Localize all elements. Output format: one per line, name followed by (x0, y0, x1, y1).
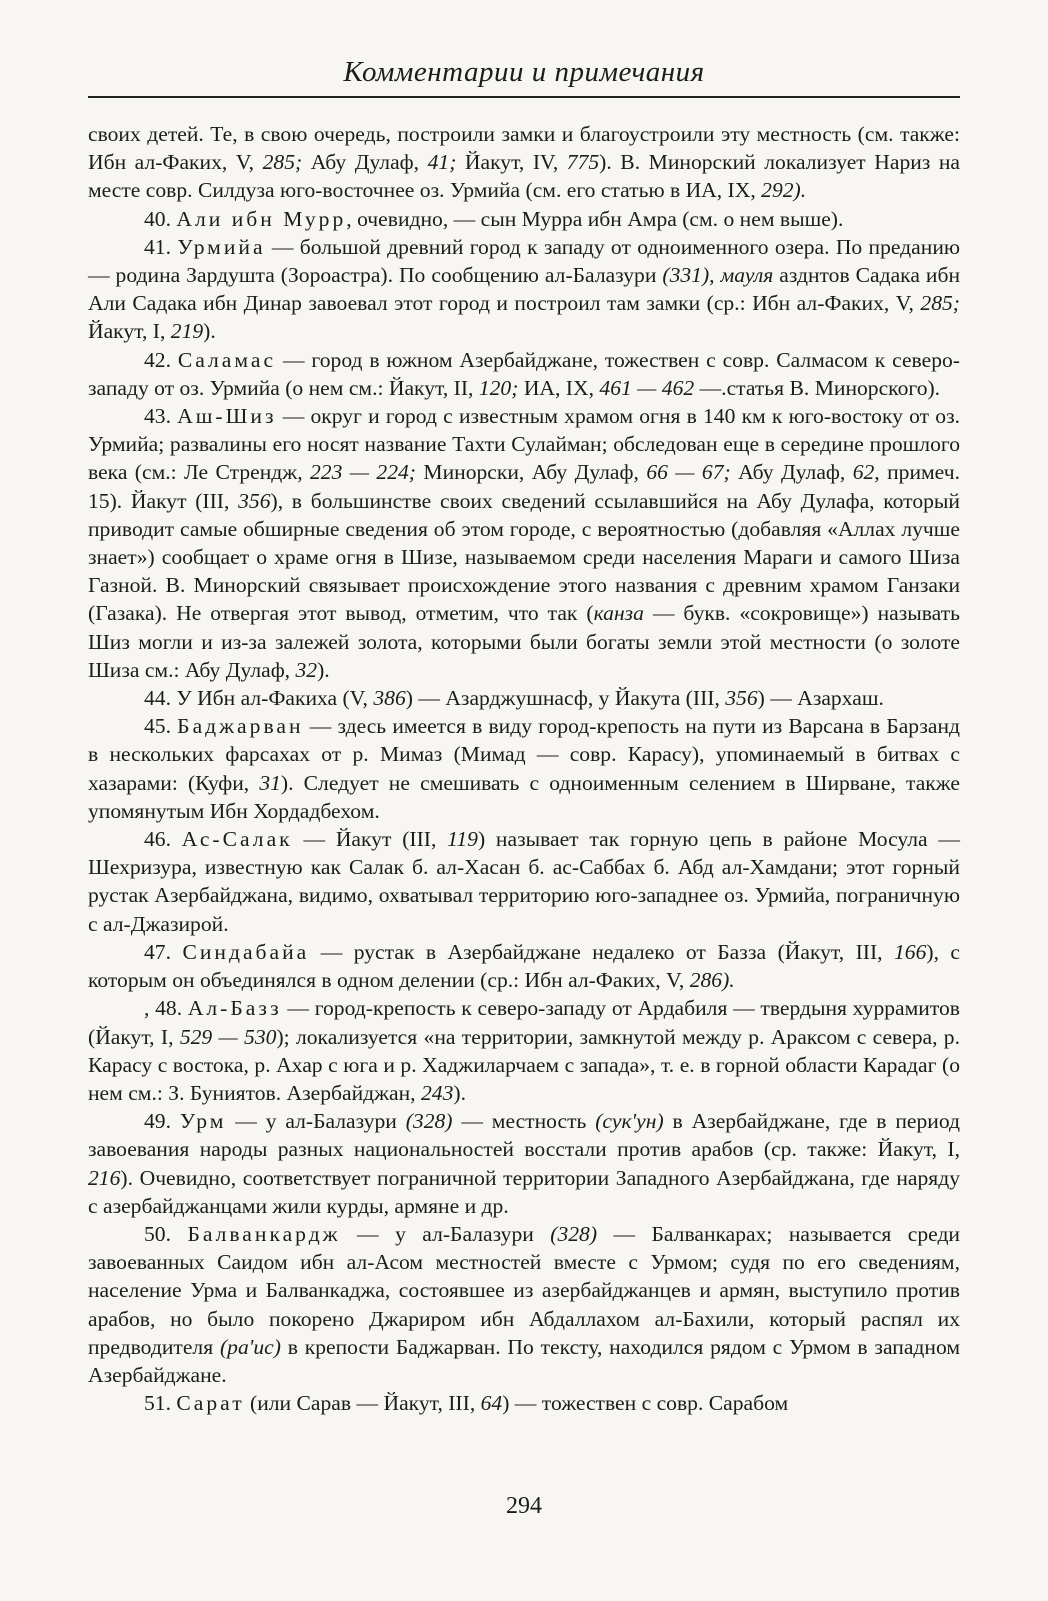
note-paragraph (88, 994, 960, 1107)
note-paragraph (88, 402, 960, 684)
note-paragraph (88, 1220, 960, 1389)
note-text: ИА, IX, (518, 375, 600, 400)
italic-ref: 219 (170, 319, 204, 344)
note-term: Ал-Базз (187, 996, 282, 1021)
italic-ref: 775 (566, 150, 600, 175)
italic-ref: 62, (852, 460, 880, 485)
note-text: 43. (144, 404, 178, 429)
note-term: Синдабайа (182, 939, 310, 964)
italic-ref: (328) (405, 1109, 453, 1134)
note-paragraph (88, 684, 960, 712)
italic-ref: 243 (420, 1080, 454, 1105)
note-text: — город в южном Азербайджане, тожествен с совр. Салмасом к северо-западу от оз. Урмийа (о нем см.: Йакут, II, (88, 347, 960, 400)
note-term: Урмийа (177, 234, 266, 259)
note-text: в Азербайджане, где в период завоевания народы разных национальностей восстали против арабов (ср. также: Йакут, I, (88, 1109, 960, 1162)
italic-ref: 461 — 462 (599, 375, 695, 400)
note-term: Саламас (177, 347, 277, 372)
italic-ref: 386 (373, 686, 406, 711)
note-text: 40. (144, 206, 177, 231)
note-text: примеч. 15). Йакут (III, (88, 460, 960, 513)
note-text: ). (203, 319, 216, 344)
italic-ref: (ра'ис) (219, 1334, 281, 1359)
italic-ref: 356 (238, 488, 271, 513)
note-text: Йакут, IV, (456, 150, 567, 175)
note-text: —.статья В. Минорского). (694, 375, 941, 400)
note-text: ). (317, 657, 330, 682)
note-term: Урм (179, 1109, 227, 1134)
note-text: ), с которым он объединялся в одном делении (ср.: Ибн ал-Факих, V, (88, 939, 961, 993)
italic-ref: канза (593, 601, 644, 626)
note-text: 49. (144, 1109, 180, 1134)
note-term: Балванкардж (187, 1221, 341, 1246)
note-paragraph (88, 120, 960, 205)
note-text: — у ал-Балазури (340, 1221, 551, 1246)
note-text: — букв. «сокровище») называть Шиз могли и из-за залежей золота, которыми были богаты земли этой местности (о золоте Шиза см.: Абу Дулаф, (88, 601, 960, 682)
italic-ref: 223 — 224; (310, 460, 416, 485)
note-text: — здесь имеется в виду город-крепость на пути из Варсана в Барзанд в нескольких фарсахах от р. Мимаз (Мимад — совр. Карасу), упоминаемый в битвах с хазарами: (Куфи, (88, 714, 960, 795)
note-text: — большой древний город к западу от одноименного озера. По преданию — родина Зардушта (Зороастра). По сообщению ал-Балазури (88, 234, 961, 288)
note-text: — Йакут (III, (292, 827, 448, 852)
italic-ref: 285; (262, 150, 303, 175)
italic-ref: 285; (920, 291, 960, 316)
note-paragraph (88, 712, 960, 825)
note-text: 42. (144, 347, 178, 372)
note-text: 41. (144, 234, 178, 259)
note-text: — у ал-Балазури (226, 1109, 406, 1134)
note-text: 46. (144, 827, 182, 852)
note-paragraph (88, 346, 960, 402)
note-text: ). Очевидно, соответствует пограничной территории Западного Азербайджана, где наряду с азербайджанцами жили курды, армяне и др. (88, 1165, 960, 1218)
note-text: 47. (144, 939, 183, 964)
italic-ref: 356 (725, 686, 758, 711)
note-text: — округ и город с известным храмом огня в 140 км к юго-востоку от оз. Урмийа; развалины его носят название Тахти Сулайман; обследован еще в середине прошлого века (см.: Ле Стрендж, (88, 404, 961, 485)
note-text: в крепости Баджарван. По тексту, находился рядом с Урмом в западном Азербайджане. (88, 1334, 960, 1387)
note-text: Йакут, I, (88, 319, 171, 344)
italic-ref: 119 (447, 827, 478, 852)
note-text: — город-крепость к северо-западу от Ардабиля — твердыня хуррамитов (Йакут, I, (88, 996, 960, 1049)
note-text: — Балванкарах; называется среди завоеванных Саидом ибн ал-Асом местностей вместе с Урмом; судя по его сведениям, население Урма и Балванкаджа, состоявшее из азербайджанцев и армян, выступило против арабов, но было покорено Джариром ибн Абдаллахом ал-Бахили, который распял их предводителя (88, 1221, 960, 1359)
note-paragraph (88, 205, 960, 233)
italic-ref: 120; (478, 375, 519, 400)
italic-ref: (328) (550, 1221, 598, 1246)
note-text: , очевидно, — сын Мурра ибн Амра (см. о нем выше). (346, 206, 844, 231)
italic-ref: 41; (427, 150, 457, 175)
note-text: — рустак в Азербайджане недалеко от Базза (Йакут, III, (309, 939, 894, 964)
note-term: Ас-Салак (181, 827, 293, 852)
note-text: ) — Азарджушнасф, у Йакута (III, (405, 686, 726, 711)
note-text: ). (453, 1080, 466, 1105)
italic-ref: 32 (295, 657, 318, 682)
note-text: ), в большинстве своих сведений ссылавшийся на Абу Дулафа, который приводит самые обширные сведения об этом городе, с вероятностью (добавляя «Аллах лучше знает») сообщает о храме огня в Шизе, называемом среди населения Мараги и самого Шиза Газной. В. Минорский связывает происхождение этого названия с древним храмом Ганзаки (Газака). Не отвергая этот вывод, отметим, что так ( (88, 488, 960, 626)
italic-ref: 529 — 530 (179, 1024, 277, 1049)
italic-ref: 64 (480, 1391, 503, 1416)
header-rule (88, 96, 960, 98)
note-text: Абу Дулаф, (302, 150, 428, 175)
note-term: Баджарван (177, 714, 304, 739)
note-paragraph (88, 825, 960, 938)
note-text: — местность (452, 1109, 596, 1134)
note-term: Аш-Шиз (177, 404, 277, 429)
note-text: 44. У Ибн ал-Факиха (V, (144, 686, 374, 711)
page-number: 294 (506, 1493, 542, 1519)
note-text: ). Следует не смешивать с одноименным селением в Ширване, также упомянутым Ибн Хордадбехом. (88, 770, 960, 823)
note-text: ) — тожествен с совр. Сарабом (502, 1391, 789, 1416)
note-text: 51. (144, 1391, 177, 1416)
italic-ref: (сук'ун) (595, 1109, 664, 1134)
italic-ref: (331), мауля (662, 263, 774, 288)
note-text: (или Сарав — Йакут, III, (244, 1391, 481, 1416)
note-text: своих детей. Те, в свою очередь, построили замки и благоустроили эту местность (см. также: Ибн ал-Факих, V, (88, 122, 960, 175)
italic-ref: 66 — 67; (646, 460, 731, 485)
italic-ref: 286). (689, 968, 735, 993)
note-text: Абу Дулаф, (730, 460, 853, 485)
note-text: ); локализуется «на территории, замкнутой между р. Араксом с севера, р. Карасу с востока, р. Ахар с юга и р. Хаджиларчаем с запада», т. е. в горной области Карадаг (о нем см.: З. Буниятов. Азербайджан, (88, 1024, 960, 1105)
note-paragraph (88, 1389, 960, 1417)
italic-ref: 292). (761, 178, 807, 203)
note-text: ) называет так горную цепь в районе Мосула — Шехризура, известную как Салак б. ал-Хасан б. ас-Саббах б. Абд ал-Хамдани; этот горный рустак Азербайджана, видимо, охватывал территорию юго-западнее оз. Урмийа, пограничную с ал-Джазирой. (88, 827, 960, 936)
commentary-body (88, 120, 960, 1417)
note-text: Минорски, Абу Дулаф, (415, 460, 647, 485)
note-paragraph (88, 938, 960, 994)
note-term: Сарат (176, 1391, 245, 1416)
note-text: ) — Азархаш. (757, 686, 884, 711)
note-term: Али ибн Мурр (176, 206, 347, 231)
note-text: 45. (144, 714, 178, 739)
running-header: Комментарии и примечания (343, 56, 705, 88)
italic-ref: 166 (894, 939, 927, 964)
note-text: азднтов Садака ибн Али Садака ибн Динар завоевал этот город и построил там замки (ср.: Ибн ал-Факих, V, (88, 263, 960, 316)
italic-ref: 31 (259, 770, 281, 795)
note-paragraph (88, 233, 960, 346)
note-text: ). В. Минорский локализует Нариз на месте совр. Силдуза юго-восточнее оз. Урмийа (см. его статью в ИА, IX, (88, 150, 961, 203)
note-paragraph (88, 1107, 960, 1220)
note-text: , 48. (144, 996, 188, 1021)
note-text: 50. (144, 1221, 188, 1246)
italic-ref: 216 (88, 1165, 121, 1190)
